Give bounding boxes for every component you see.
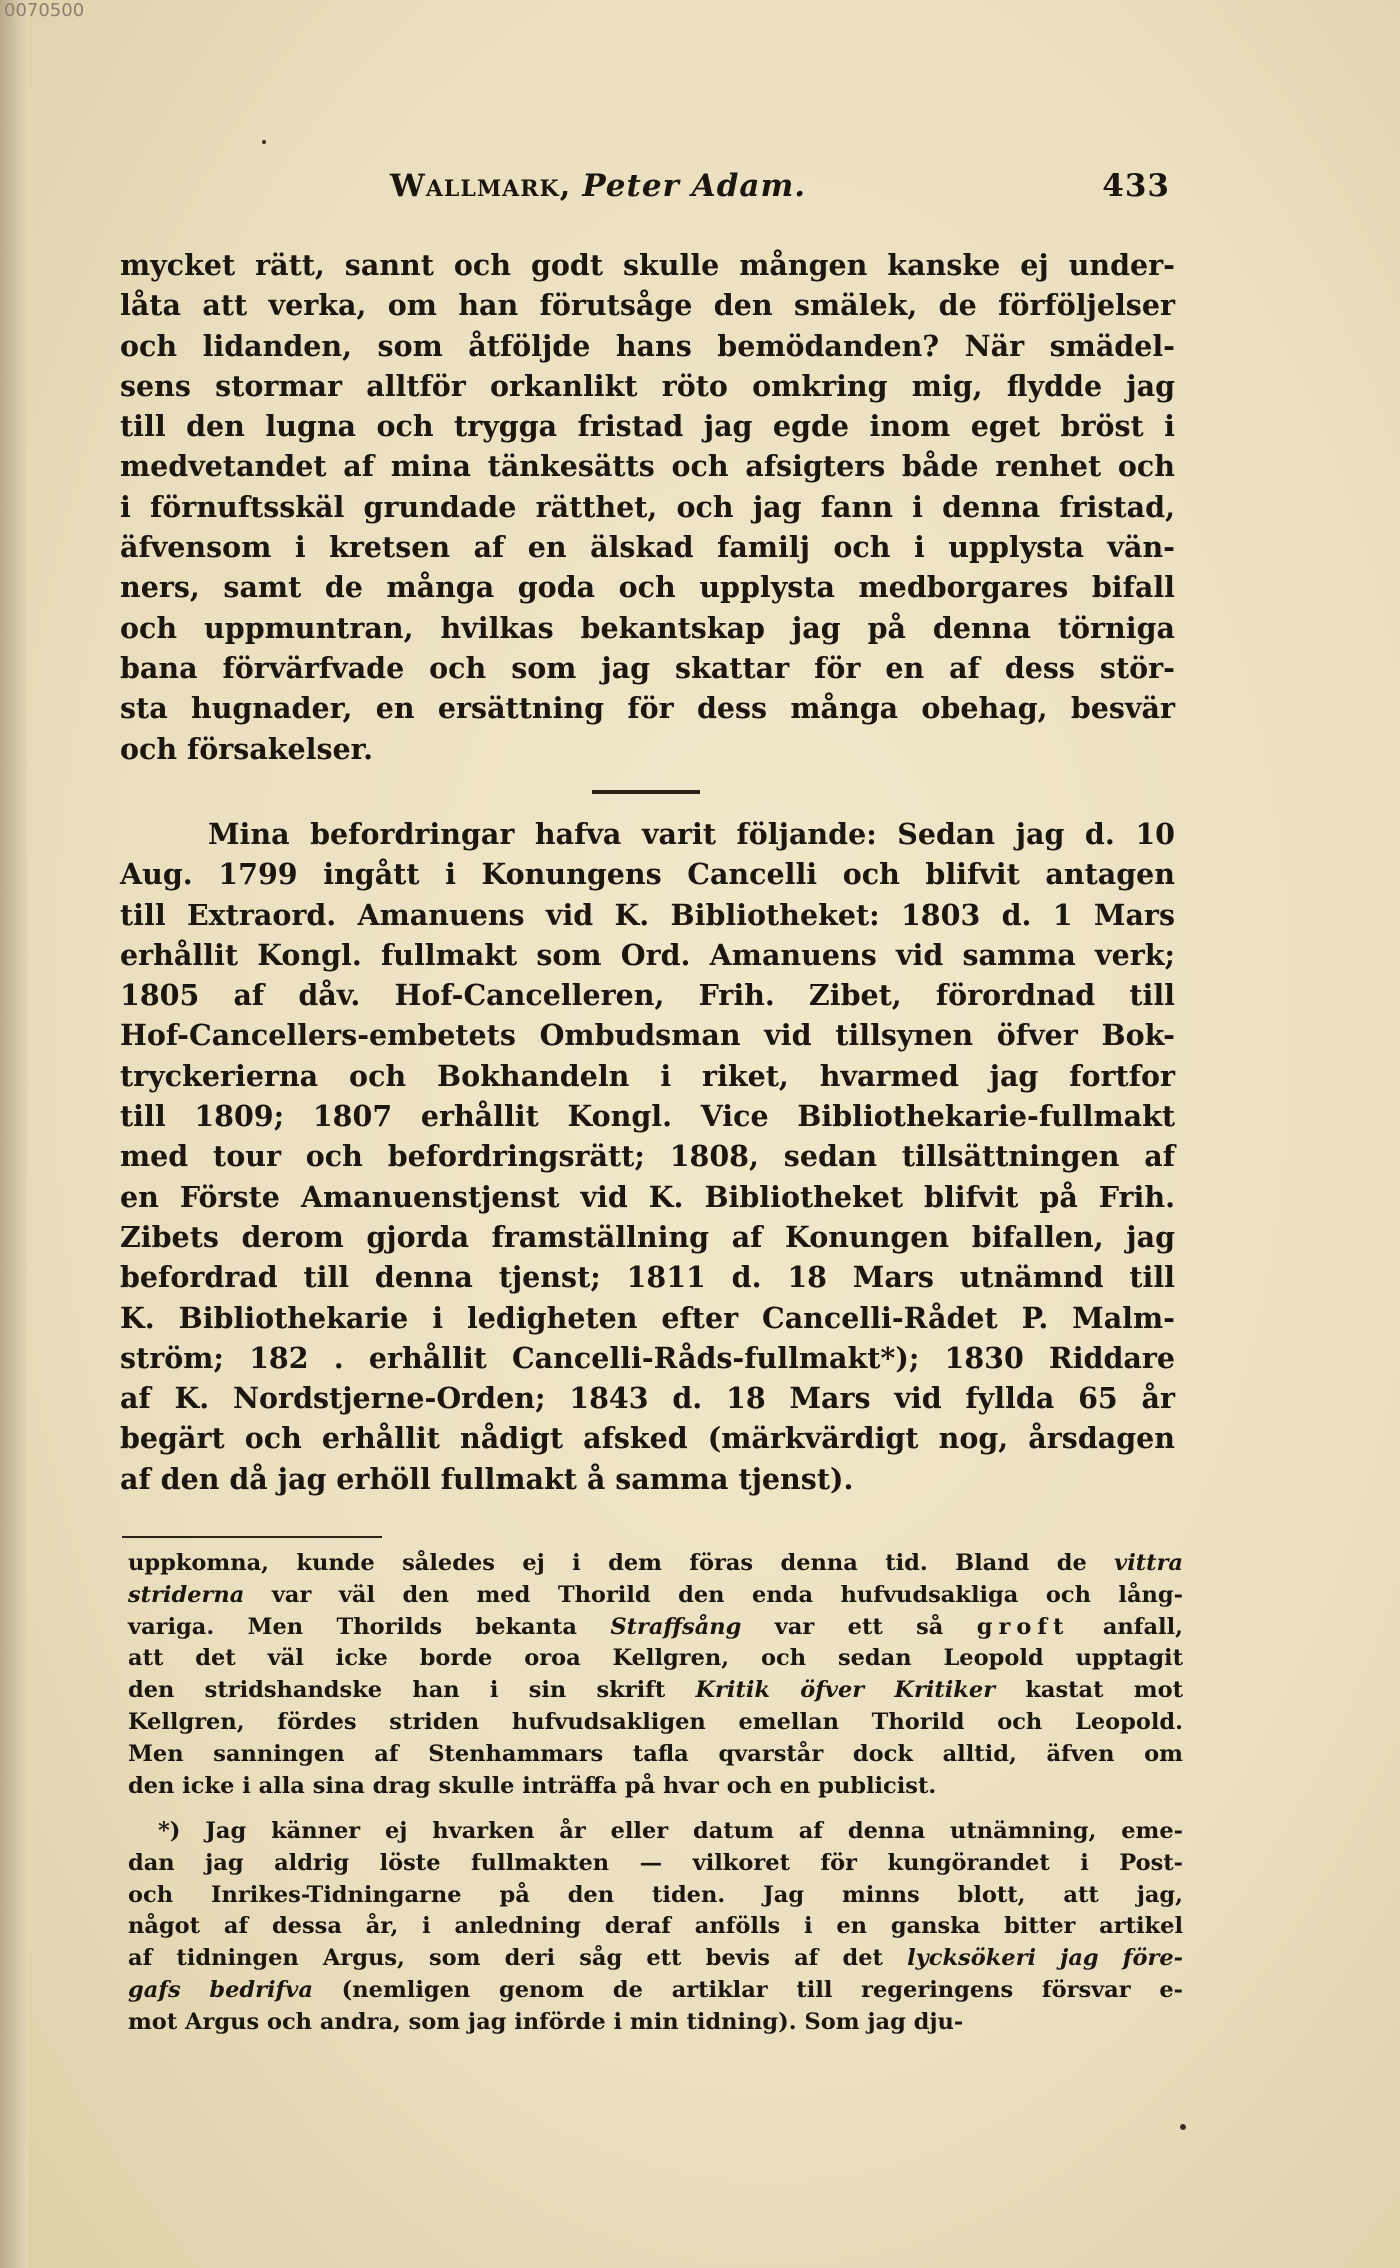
section-divider [592, 790, 700, 794]
paragraph-1 [120, 245, 1175, 769]
text-line: sta hugnader, en ersättning för dess många obehag, besvär [120, 691, 1175, 726]
text-line: och försakelser. [120, 731, 374, 766]
ink-speck [1180, 2124, 1186, 2130]
footnote-divider [122, 1536, 382, 1538]
text-line: sens stormar alltför orkanlikt röto omkring mig, flydde jag [120, 368, 1175, 403]
text-line: och uppmuntran, hvilkas bekantskap jag på denna törniga [120, 610, 1175, 645]
footnote-line: den icke i alla sina drag skulle inträffa på hvar och en publicist. [128, 1772, 937, 1799]
text-line: låta att verka, om han förutsåge den smälek, de förföljelser [120, 288, 1175, 323]
footnote-continued [128, 1548, 1183, 1802]
text-line: äfvensom i kretsen af en älskad familj och i upplysta vän- [120, 530, 1175, 565]
text-line: ström; 182 . erhållit Cancelli-Råds-fullmakt*); 1830 Riddare [120, 1340, 1175, 1375]
text-line: till den lugna och trygga fristad jag egde inom eget bröst i [120, 409, 1175, 444]
text-line: till Extraord. Amanuens vid K. Bibliotheket: 1803 d. 1 Mars [120, 897, 1175, 932]
text-line: Hof-Cancellers-embetets Ombudsman vid tillsynen öfver Bok- [120, 1018, 1175, 1053]
footnote-line: något af dessa år, i anledning deraf anfölls i en ganska bitter artikel [128, 1913, 1183, 1940]
footnote-line: Kellgren, fördes striden hufvudsakligen emellan Thorild och Leopold. [128, 1708, 1183, 1735]
footnote-line: och Inrikes-Tidningarne på den tiden. Jag minns blott, att jag, [128, 1881, 1183, 1908]
running-title [390, 168, 806, 204]
text-line: begärt och erhållit nådigt afsked (märkvärdigt nog, årsdagen [120, 1421, 1175, 1456]
text-line: ners, samt de många goda och upplysta medborgares bifall [120, 570, 1175, 605]
author-forenames: Peter Adam. [582, 168, 807, 204]
text-line: befordrad till denna tjenst; 1811 d. 18 Mars utnämnd till [120, 1260, 1175, 1295]
text-line: och lidanden, som åtföljde hans bemödanden? När smädel- [120, 328, 1175, 363]
footnote-line: *) Jag känner ej hvarken år eller datum af denna utnämning, eme- [158, 1818, 1183, 1844]
text-line: Zibets derom gjorda framställning af Konungen bifallen, jag [120, 1219, 1175, 1254]
text-line: en Förste Amanuenstjenst vid K. Bibliotheket blifvit på Frih. [120, 1179, 1175, 1214]
footnote-line: uppkomna, kunde således ej i dem föras denna tid. Bland de vittra [128, 1550, 1183, 1576]
text-line: mycket rätt, sannt och godt skulle mången kanske ej under- [120, 248, 1175, 282]
footnote-line: att det väl icke borde oroa Kellgren, och sedan Leopold upptagit [128, 1645, 1183, 1672]
page-gutter [0, 0, 28, 2268]
text-line: Aug. 1799 ingått i Konungens Cancelli och blifvit antagen [120, 857, 1175, 892]
text-line: bana förvärfvade och som jag skattar för en af dess stör- [120, 650, 1175, 685]
author-surname: Wallmark, [390, 168, 572, 204]
text-line: K. Bibliothekarie i ledigheten efter Cancelli-Rådet P. Malm- [120, 1300, 1175, 1335]
text-line: Mina befordringar hafva varit följande: Sedan jag d. 10 [208, 817, 1175, 851]
text-line: tryckerierna och Bokhandeln i riket, hvarmed jag fortfor [120, 1058, 1175, 1093]
running-header [390, 168, 1170, 212]
text-line: erhållit Kongl. fullmakt som Ord. Amanuens vid samma verk; [120, 937, 1175, 972]
footnote-line: variga. Men Thorilds bekanta Straffsång var ett så groft anfall, [128, 1613, 1183, 1640]
page-number: 433 [1102, 168, 1170, 204]
footnote-line: af tidningen Argus, som deri såg ett bevis af det lycksökeri jag före- [128, 1945, 1183, 1972]
ink-speck [262, 140, 266, 144]
text-line: i förnuftsskäl grundade rätthet, och jag fann i denna fristad, [120, 489, 1175, 524]
footnote-asterisk [128, 1816, 1183, 2039]
paragraph-2 [120, 814, 1175, 1499]
text-line: 1805 af dåv. Hof-Cancelleren, Frih. Zibet, förordnad till [120, 978, 1175, 1013]
footnote-line: Men sanningen af Stenhammars tafla qvarstår dock alltid, äfven om [128, 1740, 1183, 1767]
footnote-line: striderna var väl den med Thorild den enda hufvudsakliga och lång- [128, 1581, 1183, 1608]
library-stamp: 0070500 [4, 0, 85, 21]
text-line: till 1809; 1807 erhållit Kongl. Vice Bibliothekarie-fullmakt [120, 1099, 1175, 1134]
footnote-line: den stridshandske han i sin skrift Kritik öfver Kritiker kastat mot [128, 1677, 1183, 1704]
footnote-line: dan jag aldrig löste fullmakten — vilkoret för kungörandet i Post- [128, 1849, 1183, 1876]
text-line: af den då jag erhöll fullmakt å samma tjenst). [120, 1461, 854, 1496]
text-line: medvetandet af mina tänkesätts och afsigters både renhet och [120, 449, 1175, 484]
text-line: af K. Nordstjerne-Orden; 1843 d. 18 Mars vid fyllda 65 år [120, 1381, 1175, 1416]
footnote-line: gafs bedrifva (nemligen genom de artiklar till regeringens försvar e- [128, 1976, 1183, 2003]
footnote-line: mot Argus och andra, som jag införde i min tidning). Som jag dju- [128, 2008, 964, 2035]
text-line: med tour och befordringsrätt; 1808, sedan tillsättningen af [120, 1139, 1175, 1174]
